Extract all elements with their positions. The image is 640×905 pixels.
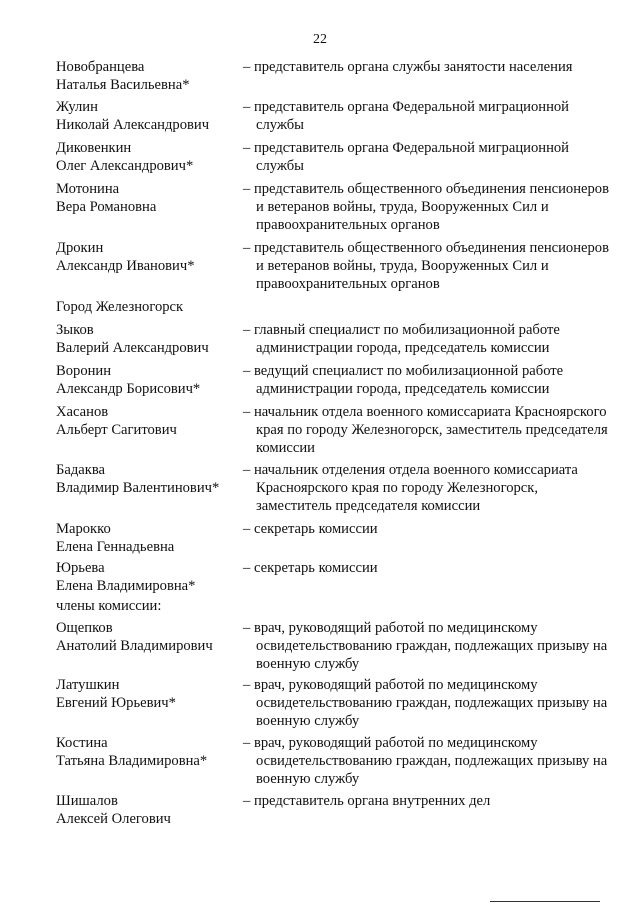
given-names: Александр Иванович* — [56, 258, 195, 274]
person-name — [56, 676, 241, 712]
given-names: Татьяна Владимировна* — [56, 753, 208, 769]
surname: Зыков — [56, 322, 94, 338]
person-role: – врач, руководящий работой по медицинскому освидетельствованию граждан, подлежащих призыву на военную службу — [243, 620, 608, 672]
person-role: – ведущий специалист по мобилизационной работе администрации города, председатель комиссии — [243, 363, 564, 397]
person-name — [56, 362, 241, 398]
person-name — [56, 321, 241, 357]
person-name — [56, 619, 241, 655]
surname: Жулин — [56, 99, 98, 115]
person-name — [56, 180, 241, 216]
surname: Марокко — [56, 521, 111, 537]
scan-artifact — [490, 901, 600, 902]
given-names: Анатолий Владимирович — [56, 638, 213, 654]
surname: Шишалов — [56, 793, 118, 809]
person-name — [56, 58, 241, 94]
surname: Ощепков — [56, 620, 113, 636]
surname: Мотонина — [56, 181, 120, 197]
surname: Воронин — [56, 363, 112, 379]
person-role: – секретарь комиссии — [243, 521, 378, 537]
person-role: – начальник отделения отдела военного комиссариата Красноярского края по городу Железногорск, заместитель председателя комиссии — [243, 462, 578, 514]
person-role: – представитель органа Федеральной миграционной службы — [243, 140, 569, 174]
given-names: Олег Александрович* — [56, 158, 194, 174]
page-number: 22 — [313, 32, 327, 47]
person-role: – секретарь комиссии — [243, 560, 378, 576]
given-names: Елена Геннадьевна — [56, 539, 175, 555]
section-heading-members: члены комиссии: — [56, 598, 162, 614]
person-name — [56, 98, 241, 134]
person-role: – главный специалист по мобилизационной работе администрации города, председатель комиссии — [243, 322, 560, 356]
given-names: Александр Борисович* — [56, 381, 201, 397]
given-names: Николай Александрович — [56, 117, 210, 133]
section-heading-city: Город Железногорск — [56, 299, 184, 315]
given-names: Елена Владимировна* — [56, 578, 196, 594]
surname: Новобранцева — [56, 59, 145, 75]
given-names: Вера Романовна — [56, 199, 157, 215]
surname: Юрьева — [56, 560, 105, 576]
given-names: Наталья Васильевна* — [56, 77, 190, 93]
given-names: Альберт Сагитович — [56, 422, 177, 438]
person-name — [56, 239, 241, 275]
given-names: Алексей Олегович — [56, 811, 171, 827]
surname: Хасанов — [56, 404, 109, 420]
surname: Бадаква — [56, 462, 106, 478]
person-role: – врач, руководящий работой по медицинскому освидетельствованию граждан, подлежащих призыву на военную службу — [243, 677, 608, 729]
surname: Костина — [56, 735, 108, 751]
person-name — [56, 734, 241, 770]
given-names: Евгений Юрьевич* — [56, 695, 176, 711]
person-name — [56, 520, 241, 556]
surname: Диковенкин — [56, 140, 132, 156]
person-name — [56, 792, 241, 828]
person-name — [56, 559, 241, 595]
person-role: – представитель общественного объединения пенсионеров и ветеранов войны, труда, Вооруженных Сил и правоохранительных органов — [243, 181, 609, 233]
surname: Дрокин — [56, 240, 104, 256]
person-role: – представитель общественного объединения пенсионеров и ветеранов войны, труда, Вооруженных Сил и правоохранительных органов — [243, 240, 609, 292]
person-role: – начальник отдела военного комиссариата Красноярского края по городу Железногорск, заместитель председателя комиссии — [243, 404, 608, 456]
given-names: Владимир Валентинович* — [56, 480, 220, 496]
person-name — [56, 139, 241, 175]
person-role: – врач, руководящий работой по медицинскому освидетельствованию граждан, подлежащих призыву на военную службу — [243, 735, 608, 787]
person-name — [56, 403, 241, 439]
given-names: Валерий Александрович — [56, 340, 209, 356]
person-role: – представитель органа внутренних дел — [243, 793, 491, 809]
person-role: – представитель органа службы занятости населения — [243, 59, 573, 75]
person-name — [56, 461, 241, 497]
surname: Латушкин — [56, 677, 120, 693]
person-role: – представитель органа Федеральной миграционной службы — [243, 99, 569, 133]
